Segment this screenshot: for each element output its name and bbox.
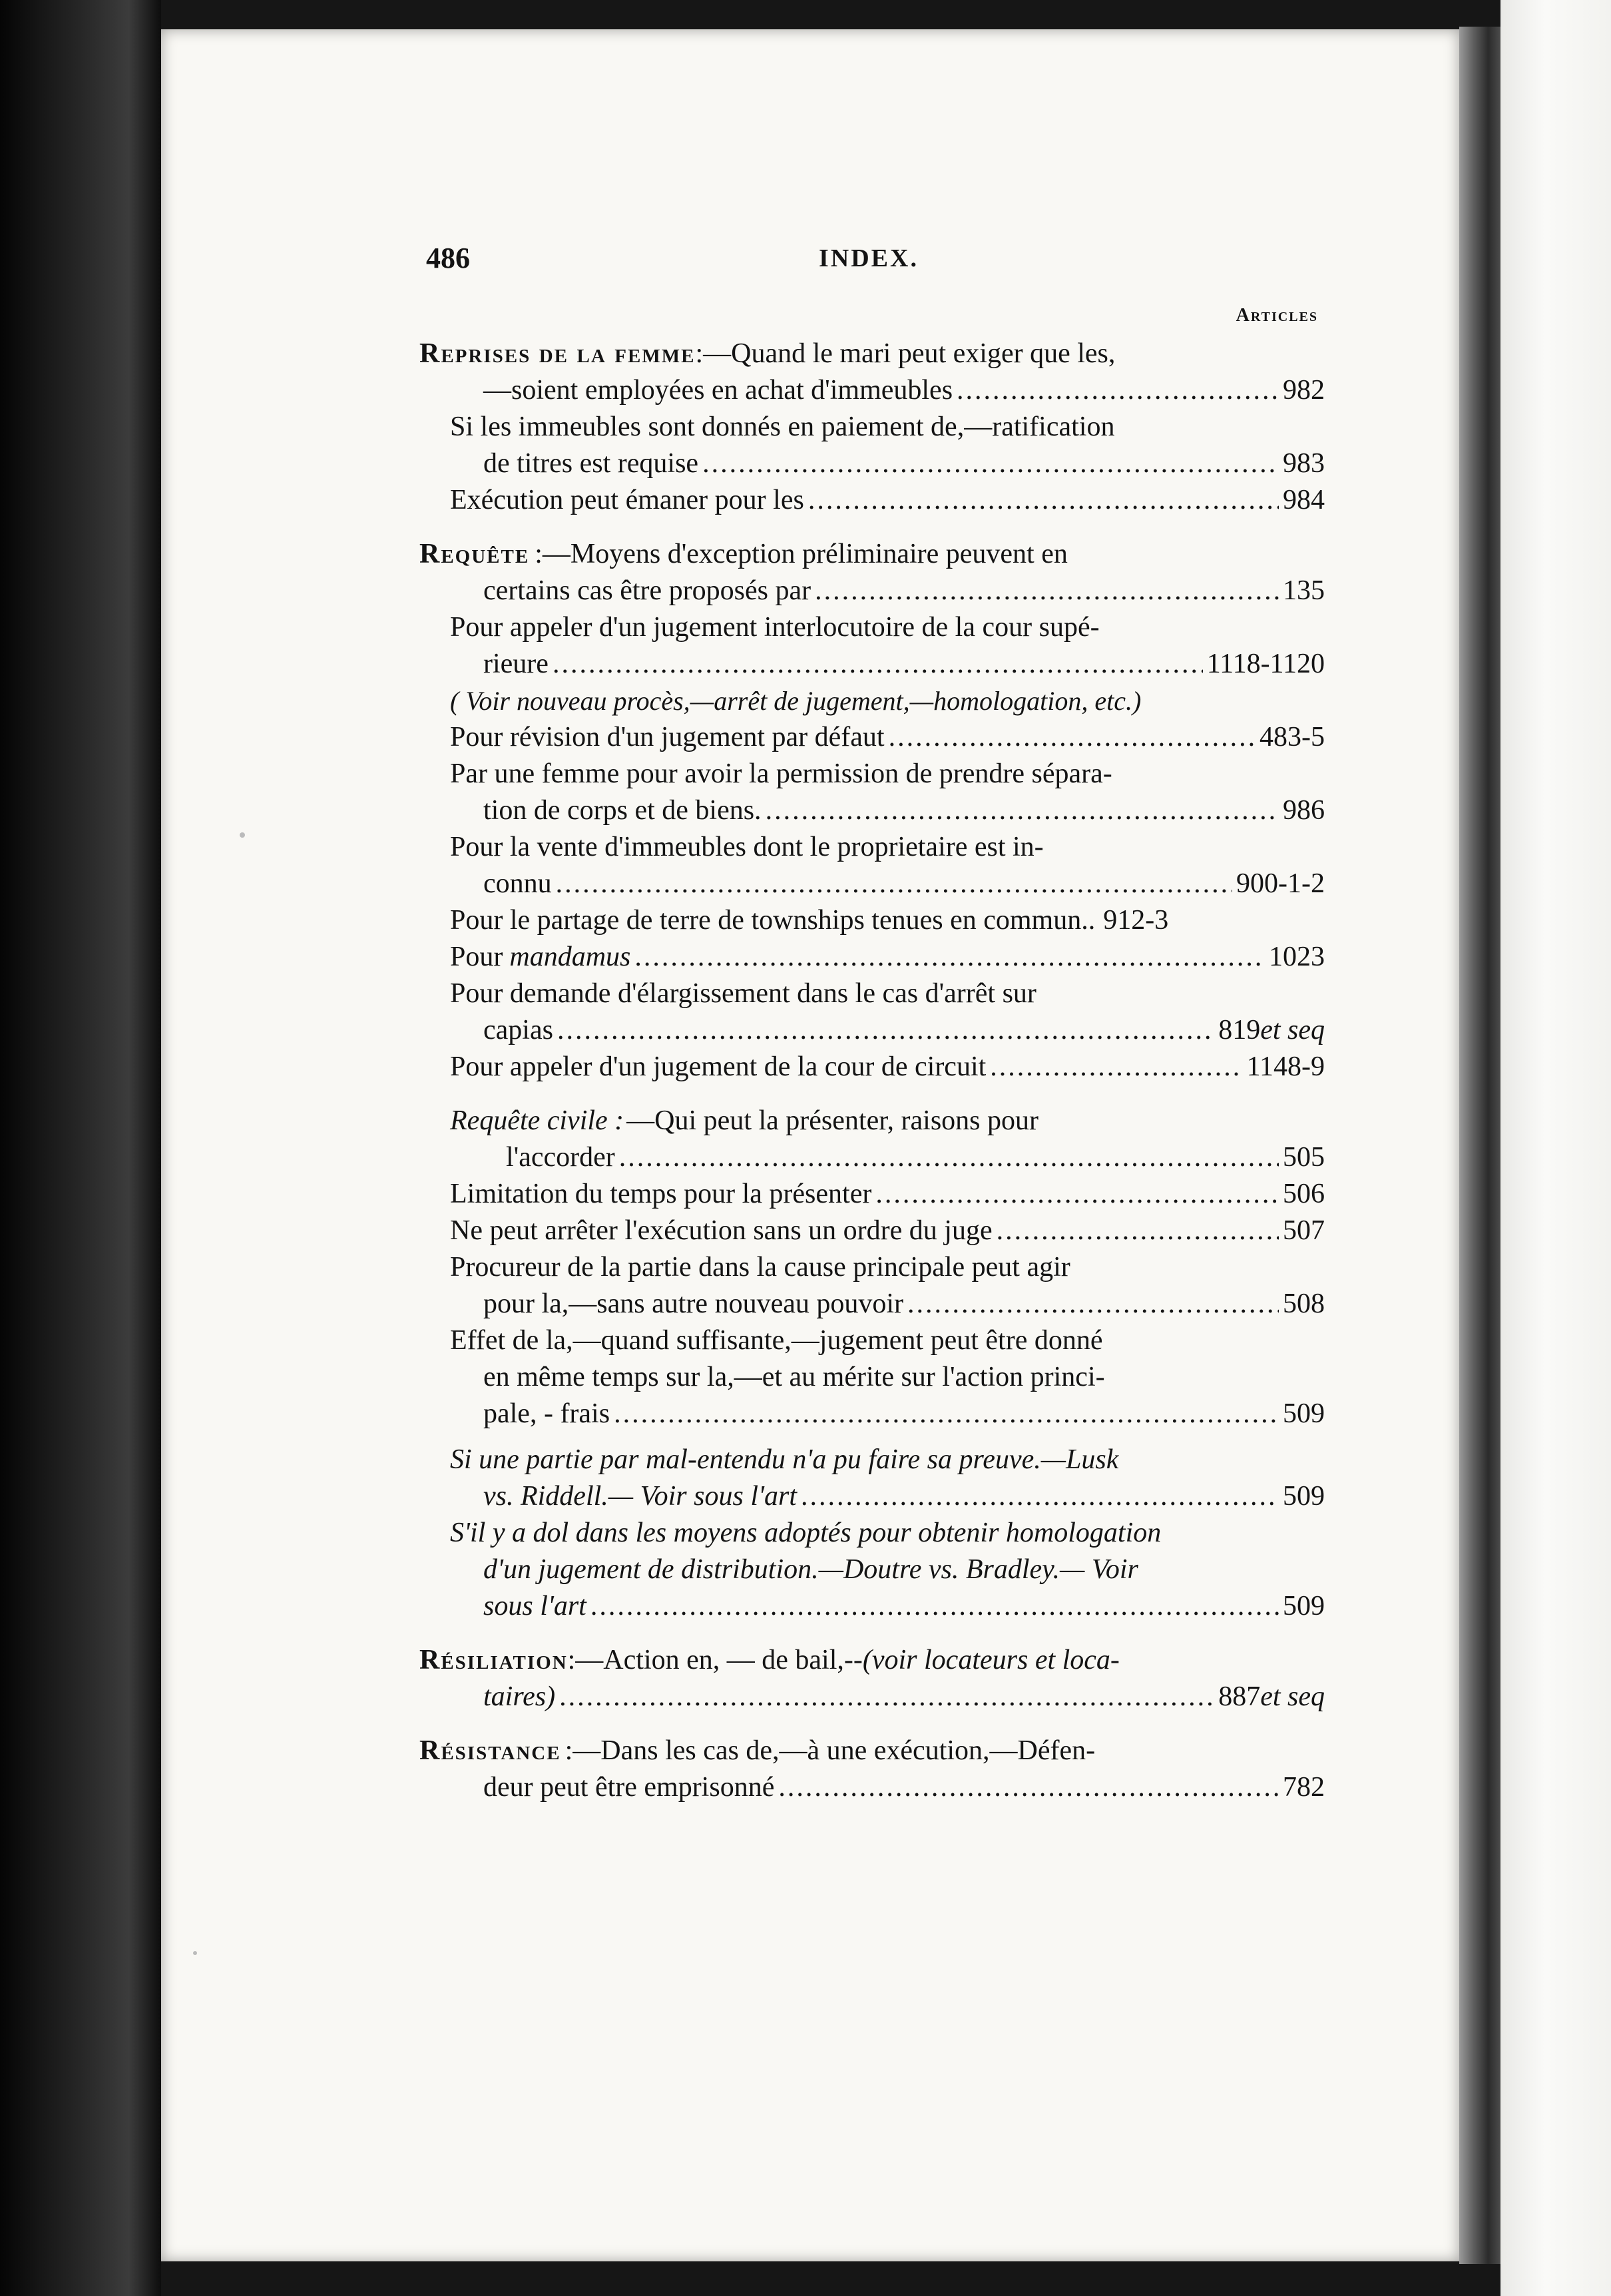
paper-speck bbox=[193, 1951, 197, 1955]
page-stack-edge bbox=[1459, 27, 1500, 2264]
leader-dots bbox=[556, 866, 1232, 902]
spacer bbox=[419, 1432, 1325, 1442]
entry-text: Si les immeubles sont donnés en paiement de,—ratification bbox=[450, 412, 1115, 442]
entry-text: Limitation du temps pour la présenter bbox=[450, 1179, 872, 1209]
page-header bbox=[426, 241, 1331, 288]
entry-text: Exécution peut émaner pour les bbox=[450, 485, 804, 515]
article-ref: 983 bbox=[1283, 448, 1325, 479]
case-note: vs. Riddell.— Voir sous l'art bbox=[483, 1481, 798, 1512]
entry-line bbox=[419, 1396, 1325, 1432]
case-note: Si une partie par mal-entendu n'a pu faire sa preuve.—Lusk bbox=[450, 1444, 1119, 1475]
article-ref: 509 bbox=[1283, 1481, 1325, 1512]
leader-dots bbox=[590, 1588, 1279, 1625]
entry-text: :—Quand le mari peut exiger que les, bbox=[695, 338, 1116, 369]
spacer bbox=[419, 1625, 1325, 1642]
article-ref: 1148-9 bbox=[1246, 1051, 1325, 1082]
article-ref: 509 bbox=[1283, 1591, 1325, 1621]
cross-reference: ( Voir nouveau procès,—arrêt de jugement,—homologation, etc.) bbox=[450, 686, 1142, 716]
article-ref: 912-3 bbox=[1103, 905, 1169, 936]
facing-page-edge bbox=[1500, 0, 1611, 2296]
entry-line bbox=[419, 1588, 1325, 1625]
entry-line bbox=[419, 1213, 1325, 1249]
entry-line bbox=[419, 719, 1325, 756]
article-ref: 508 bbox=[1283, 1289, 1325, 1319]
article-ref: 505 bbox=[1283, 1142, 1325, 1173]
leader-dots bbox=[619, 1139, 1279, 1176]
entry-requete bbox=[419, 536, 1325, 1085]
entry-text: capias bbox=[483, 1015, 553, 1045]
entry-text: Ne peut arrêter l'exécution sans un ordre du juge bbox=[450, 1215, 993, 1246]
entry-text: connu bbox=[483, 868, 552, 899]
article-ref: 887 bbox=[1218, 1681, 1261, 1712]
et-seq: et seq bbox=[1260, 1015, 1325, 1045]
leader-dots bbox=[702, 445, 1279, 482]
entry-line bbox=[419, 1442, 1325, 1478]
entry-line bbox=[419, 902, 1325, 939]
entry-line bbox=[419, 1322, 1325, 1359]
entry-line bbox=[419, 1049, 1325, 1085]
article-ref: 984 bbox=[1283, 485, 1325, 515]
entry-line bbox=[419, 683, 1325, 719]
entry-resistance bbox=[419, 1733, 1325, 1806]
entry-line bbox=[419, 1769, 1325, 1806]
leader-dots bbox=[559, 1679, 1214, 1715]
entry-line bbox=[419, 792, 1325, 829]
entry-text: :—Dans les cas de,—à une exécution,—Défen- bbox=[565, 1735, 1096, 1766]
entry-text: :—Action en, — de bail, bbox=[567, 1645, 844, 1675]
entry-text: Effet de la,—quand suffisante,—jugement peut être donné bbox=[450, 1325, 1103, 1356]
entry-text: certains cas être proposés par bbox=[483, 575, 811, 606]
page-number: 486 bbox=[426, 242, 470, 274]
entry-line bbox=[419, 1733, 1325, 1769]
index-content bbox=[419, 305, 1325, 1806]
entry-text: Pour la vente d'immeubles dont le proprietaire est in- bbox=[450, 832, 1044, 862]
entry-line bbox=[419, 1286, 1325, 1322]
entry-reprises-de-la-femme bbox=[419, 336, 1325, 519]
entry-text: Pour le partage de terre de townships tenues en commun.. bbox=[450, 905, 1096, 936]
entry-text: —Qui peut la présenter, raisons pour bbox=[626, 1105, 1038, 1136]
entry-line bbox=[419, 482, 1325, 519]
entry-line bbox=[419, 1552, 1325, 1588]
entry-text: Pour appeler d'un jugement de la cour de circuit bbox=[450, 1051, 987, 1082]
entry-line bbox=[419, 609, 1325, 646]
entry-line bbox=[419, 573, 1325, 609]
leader-dots bbox=[997, 1213, 1279, 1249]
leader-dots bbox=[889, 719, 1256, 756]
running-title: INDEX. bbox=[819, 244, 919, 272]
entry-line bbox=[419, 1359, 1325, 1396]
paper-speck bbox=[240, 832, 245, 838]
article-ref: 509 bbox=[1283, 1398, 1325, 1429]
entry-line bbox=[419, 939, 1325, 976]
entry-text: tion de corps et de biens. bbox=[483, 795, 762, 826]
entry-line bbox=[419, 866, 1325, 902]
entry-resiliation bbox=[419, 1642, 1325, 1715]
case-note: d'un jugement de distribution.—Doutre vs. Bradley.— Voir bbox=[483, 1554, 1138, 1585]
cross-reference: --(voir locateurs et loca- bbox=[843, 1645, 1120, 1675]
entry-line bbox=[419, 336, 1325, 372]
entry-line bbox=[419, 1249, 1325, 1286]
entry-line bbox=[419, 409, 1325, 445]
entry-text: pale, - frais bbox=[483, 1398, 610, 1429]
case-note: S'il y a dol dans les moyens adoptés pour obtenir homologation bbox=[450, 1518, 1162, 1548]
leader-dots bbox=[815, 573, 1279, 609]
leader-dots bbox=[778, 1769, 1279, 1806]
leader-dots bbox=[801, 1478, 1279, 1515]
leader-dots bbox=[808, 482, 1279, 519]
entry-line bbox=[419, 1012, 1325, 1049]
entry-line bbox=[419, 1515, 1325, 1552]
article-ref: 506 bbox=[1283, 1179, 1325, 1209]
entry-heading: Requête bbox=[419, 539, 530, 569]
article-ref: 986 bbox=[1283, 795, 1325, 826]
leader-dots bbox=[766, 792, 1279, 829]
entry-line bbox=[419, 1176, 1325, 1213]
entry-line bbox=[419, 1478, 1325, 1515]
entry-line bbox=[419, 536, 1325, 573]
article-ref: 982 bbox=[1283, 375, 1325, 406]
entry-text: Pour demande d'élargissement dans le cas d'arrêt sur bbox=[450, 978, 1036, 1009]
entry-text: —soient employées en achat d'immeubles bbox=[483, 375, 953, 406]
article-ref: 135 bbox=[1283, 575, 1325, 606]
article-ref: 1118-1120 bbox=[1206, 649, 1325, 679]
entry-text: Par une femme pour avoir la permission de prendre sépara- bbox=[450, 758, 1112, 789]
entry-text: l'accorder bbox=[506, 1142, 615, 1173]
article-ref: 1023 bbox=[1269, 942, 1325, 972]
leader-dots bbox=[557, 1012, 1214, 1049]
entry-line bbox=[419, 756, 1325, 792]
article-ref: 507 bbox=[1283, 1215, 1325, 1246]
spacer bbox=[419, 519, 1325, 536]
entry-text: :—Moyens d'exception préliminaire peuvent en bbox=[535, 539, 1068, 569]
entry-requete-civile bbox=[419, 1103, 1325, 1625]
entry-text: en même temps sur la,—et au mérite sur l'action princi- bbox=[483, 1362, 1105, 1392]
entry-text: pour la,—sans autre nouveau pouvoir bbox=[483, 1289, 904, 1319]
entry-line bbox=[419, 1139, 1325, 1176]
entry-line bbox=[419, 1103, 1325, 1139]
book-binding-left bbox=[0, 0, 161, 2296]
entry-line bbox=[419, 829, 1325, 866]
case-note: sous l'art bbox=[483, 1591, 586, 1621]
entry-line bbox=[419, 445, 1325, 482]
spacer bbox=[419, 1085, 1325, 1103]
entry-line bbox=[419, 372, 1325, 409]
leader-dots bbox=[957, 372, 1279, 409]
leader-dots bbox=[990, 1049, 1242, 1085]
leader-dots bbox=[907, 1286, 1279, 1322]
entry-heading: Requête civile : bbox=[450, 1105, 624, 1136]
entry-heading: Reprises de la femme bbox=[419, 338, 696, 369]
entry-line bbox=[419, 976, 1325, 1012]
entry-text: Pour révision d'un jugement par défaut bbox=[450, 722, 885, 752]
entry-line bbox=[419, 646, 1325, 683]
cross-reference: taires) bbox=[483, 1681, 556, 1712]
leader-dots bbox=[553, 646, 1203, 683]
entry-text: deur peut être emprisonné bbox=[483, 1772, 775, 1803]
entry-text: de titres est requise bbox=[483, 448, 699, 479]
entry-heading: Résistance bbox=[419, 1735, 561, 1766]
article-ref: 483-5 bbox=[1260, 722, 1325, 752]
leader-dots bbox=[634, 939, 1265, 976]
entry-line bbox=[419, 1642, 1325, 1679]
entry-text-italic: mandamus bbox=[509, 942, 631, 972]
entry-text: Pour appeler d'un jugement interlocutoire de la cour supé- bbox=[450, 612, 1100, 643]
entry-text: Procureur de la partie dans la cause principale peut agir bbox=[450, 1252, 1070, 1283]
leader-dots bbox=[614, 1396, 1279, 1432]
leader-dots bbox=[875, 1176, 1279, 1213]
article-ref: 900-1-2 bbox=[1236, 868, 1325, 899]
entry-line bbox=[419, 1679, 1325, 1715]
article-ref: 819 bbox=[1218, 1015, 1261, 1045]
column-label-articles: Articles bbox=[1236, 305, 1318, 326]
entry-heading: Résiliation bbox=[419, 1645, 568, 1675]
spacer bbox=[419, 1715, 1325, 1733]
entry-text: rieure bbox=[483, 649, 549, 679]
article-ref: 782 bbox=[1283, 1772, 1325, 1803]
entry-text: Pour bbox=[450, 942, 503, 972]
et-seq: et seq bbox=[1260, 1681, 1325, 1712]
